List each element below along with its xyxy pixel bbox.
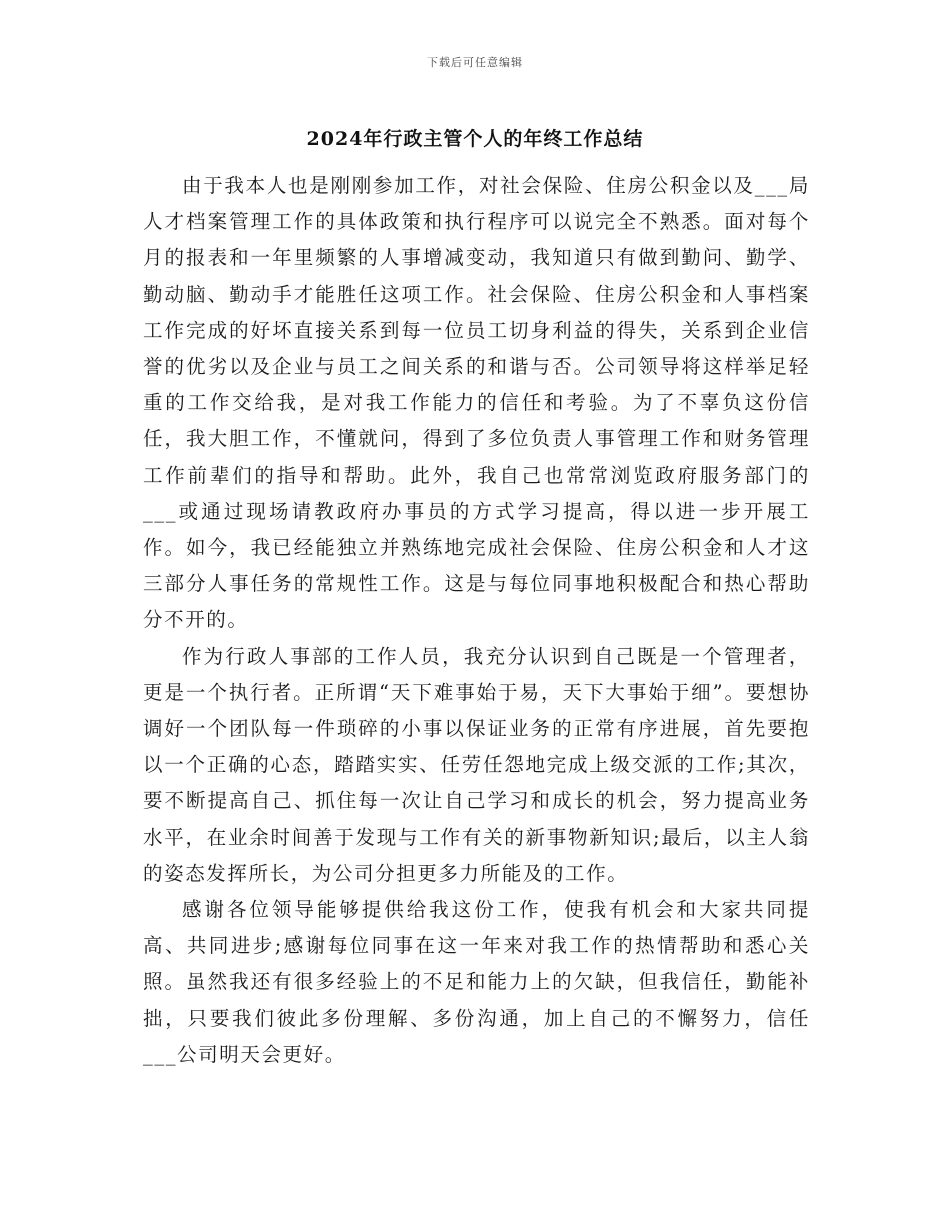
header-note: 下载后可任意编辑 — [427, 56, 523, 69]
paragraph-2: 作为行政人事部的工作人员，我充分认识到自己既是一个管理者，更是一个执行者。正所谓“天下难事始于易，天下大事始于细”。要想协调好一个团队每一件琐碎的小事以保证业务的正常有序进展，首先要抱以一个正确的心态，踏踏实实、任劳任怨地完成上级交派的工作;其次，要不断提高自己、抓住每一次让自己学习和成长的机会，努力提高业务水平，在业余时间善于发现与工作有关的新事物新知识;最后，以主人翁的姿态发挥所长，为公司分担更多力所能及的工作。 — [143, 644, 810, 885]
document-title: 2024年行政主管个人的年终工作总结 — [306, 128, 644, 150]
paragraph-1: 由于我本人也是刚刚参加工作，对社会保险、住房公积金以及___局人才档案管理工作的具体政策和执行程序可以说完全不熟悉。面对每个月的报表和一年里频繁的人事增减变动，我知道只有做到勤问、勤学、勤动脑、勤动手才能胜任这项工作。社会保险、住房公积金和人事档案工作完成的好坏直接关系到每一位员工切身利益的得失，关系到企业信誉的优劣以及企业与员工之间关系的和谐与否。公司领导将这样举足轻重的工作交给我，是对我工作能力的信任和考验。为了不辜负这份信任，我大胆工作，不懂就问，得到了多位负责人事管理工作和财务管理工作前辈们的指导和帮助。此外，我自己也常常浏览政府服务部门的___或通过现场请教政府办事员的方式学习提高，得以进一步开展工作。如今，我已经能独立并熟练地完成社会保险、住房公积金和人才这三部分人事任务的常规性工作。这是与每位同事地积极配合和热心帮助分不开的。 — [143, 174, 810, 632]
paragraph-3: 感谢各位领导能够提供给我这份工作，使我有机会和大家共同提高、共同进步;感谢每位同事在这一年来对我工作的热情帮助和悉心关照。虽然我还有很多经验上的不足和能力上的欠缺，但我信任，勤能补拙，只要我们彼此多份理解、多份沟通，加上自己的不懈努力，信任___公司明天会更好。 — [143, 898, 810, 1066]
document-body — [143, 168, 810, 1073]
